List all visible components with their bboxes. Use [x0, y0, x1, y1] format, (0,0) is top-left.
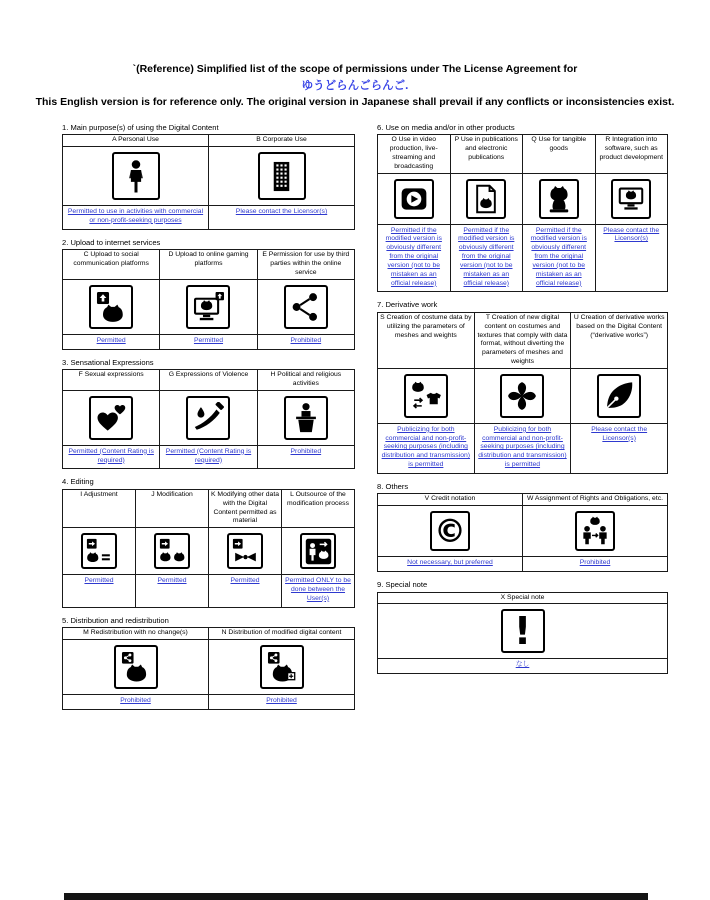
arrow-two-cats-icon	[159, 538, 186, 565]
permission-status: Permitted	[136, 575, 209, 607]
permission-status: Please contact the Licensor(s)	[209, 206, 355, 230]
permission-header: I Adjustment	[63, 489, 136, 527]
upload-cat-icon	[95, 291, 127, 323]
permission-table-distribution	[62, 627, 355, 710]
icon-frame	[300, 533, 336, 569]
permission-header: C Upload to social communication platforms	[63, 250, 160, 279]
section-title: 7. Derivative work	[377, 300, 438, 310]
section-title: 5. Distribution and redistribution	[62, 615, 169, 625]
permission-table-sensational	[62, 369, 355, 469]
content-columns	[0, 111, 710, 718]
exclamation-icon: !	[513, 609, 532, 654]
software-monitor-icon	[616, 184, 646, 214]
permission-header: G Expressions of Violence	[160, 370, 257, 391]
permission-header: Q Use for tangible goods	[523, 135, 596, 173]
icon-frame	[539, 179, 579, 219]
video-play-icon	[399, 184, 429, 214]
icon-frame	[258, 152, 306, 200]
permission-status: Not necessary, but preferred	[378, 557, 523, 572]
icon-frame	[466, 179, 506, 219]
icon-frame	[501, 609, 545, 653]
section-distribution	[62, 616, 355, 710]
permission-status: Please contact the Licensor(s)	[571, 423, 668, 473]
permission-status: Permitted (Content Rating is required)	[63, 445, 160, 469]
section-title: 1. Main purpose(s) of using the Digital Content	[62, 122, 219, 132]
section-title: 4. Editing	[62, 477, 94, 487]
permission-header: V Credit notation	[378, 494, 523, 506]
permission-table-derivative	[377, 312, 668, 474]
arrow-ribbon-icon	[232, 538, 259, 565]
icon-frame	[575, 511, 615, 551]
icon-frame	[404, 374, 448, 418]
permission-header: K Modifying other data with the Digital Content permitted as material	[209, 489, 282, 527]
person-icon	[123, 160, 149, 193]
document-disclaimer: This English version is for reference only. The original version in Japanese shall prevail if any conflicts or inconsistencies exist.	[35, 96, 675, 108]
icon-frame	[186, 396, 230, 440]
permission-header: M Redistribution with no change(s)	[63, 628, 209, 640]
section-title: 2. Upload to internet services	[62, 237, 161, 247]
icon-frame	[260, 645, 304, 689]
section-sensational	[62, 358, 355, 470]
costume-texture-icon	[506, 380, 538, 412]
icon-frame	[597, 374, 641, 418]
permission-status: Permitted (Content Rating is required)	[160, 445, 257, 469]
permission-status: Permitted if the modified version is obviously different from the original version (not to be mistaken as an official release)	[378, 224, 451, 292]
permission-header: H Political and religious activities	[257, 370, 354, 391]
costume-data-icon	[410, 380, 442, 412]
share-cat-icon	[120, 651, 152, 683]
permission-status: Permitted	[209, 575, 282, 607]
permission-header: N Distribution of modified digital content	[209, 628, 355, 640]
icon-frame	[81, 533, 117, 569]
knife-blood-icon	[192, 402, 224, 434]
section-title: 9. Special note	[377, 580, 428, 590]
permission-header: P Use in publications and electronic publications	[450, 135, 523, 173]
permission-status: Prohibited	[257, 334, 354, 349]
rights-transfer-icon	[580, 516, 610, 546]
permission-status: Permitted if the modified version is obviously different from the original version (not to be mistaken as an official release)	[523, 224, 596, 292]
icon-frame	[394, 179, 434, 219]
section-upload	[62, 238, 355, 350]
permission-header: R Integration into software, such as product development	[595, 135, 668, 173]
icon-frame	[430, 511, 470, 551]
pen-nib-icon	[603, 380, 635, 412]
permission-header: B Corporate Use	[209, 135, 355, 147]
podium-speech-icon	[290, 402, 322, 434]
permission-table-main-purpose	[62, 134, 355, 229]
icon-frame	[500, 374, 544, 418]
permission-header: A Personal Use	[63, 135, 209, 147]
permission-header: F Sexual expressions	[63, 370, 160, 391]
copyright-icon: ©	[434, 512, 466, 551]
icon-frame	[611, 179, 651, 219]
right-column	[377, 123, 668, 683]
permission-status: Prohibited	[257, 445, 354, 469]
work-name: ゆうどらんごらんご.	[301, 79, 409, 92]
icon-frame	[186, 285, 230, 329]
permission-table-others	[377, 493, 668, 572]
icon-frame	[89, 285, 133, 329]
section-derivative	[377, 300, 668, 474]
publication-cat-icon	[471, 184, 501, 214]
section-title: 6. Use on media and/or in other products	[377, 122, 515, 132]
permission-header: E Permission for use by third parties within the online service	[257, 250, 354, 279]
monitor-upload-cat-icon	[192, 291, 224, 323]
share-network-icon	[290, 291, 322, 323]
section-main-purpose	[62, 123, 355, 230]
document-title-line1: `(Reference) Simplified list of the scope of permissions under The License Agreement for	[132, 63, 578, 75]
icon-frame	[227, 533, 263, 569]
section-editing	[62, 477, 355, 607]
icon-frame	[112, 152, 160, 200]
permission-status: Prohibited	[523, 557, 668, 572]
permission-header: U Creation of derivative works based on the Digital Content (“derivative works”)	[571, 312, 668, 368]
permission-header: L Outsource of the modification process	[282, 489, 355, 527]
arrow-equal-cat-icon	[86, 538, 113, 565]
page-edge-bar	[64, 893, 648, 900]
permission-status: Permitted to use in activities with commercial or non-profit-seeking purposes	[63, 206, 209, 230]
permission-table-upload	[62, 249, 355, 349]
section-special-note	[377, 580, 668, 674]
permission-status: Permitted ONLY to be done between the User(s)	[282, 575, 355, 607]
section-title: 8. Others	[377, 481, 409, 491]
permission-header: W Assignment of Rights and Obligations, etc.	[523, 494, 668, 506]
permission-table-special-note	[377, 592, 668, 675]
hearts-icon	[95, 402, 127, 434]
icon-frame	[89, 396, 133, 440]
section-others	[377, 482, 668, 572]
permission-header: T Creation of new digital content on costumes and textures that comply with data format, without diverting the parameters of meshes and weights	[474, 312, 571, 368]
permission-table-media	[377, 134, 668, 292]
permission-header: D Upload to online gaming platforms	[160, 250, 257, 279]
permission-header: S Creation of costume data by utilizing the parameters of meshes and weights	[378, 312, 475, 368]
permission-status: Permitted	[63, 334, 160, 349]
permission-status: Prohibited	[209, 694, 355, 709]
permission-header: J Modification	[136, 489, 209, 527]
left-column	[62, 123, 355, 718]
outsource-box-icon	[305, 538, 332, 565]
permission-table-editing	[62, 489, 355, 608]
icon-frame	[284, 396, 328, 440]
permission-status: Publicizing for both commercial and non-profit-seeking purposes (including distribution and transmission) is permitted	[474, 423, 571, 473]
permission-status: Please contact the Licensor(s)	[595, 224, 668, 292]
permission-status: なし	[378, 659, 668, 674]
permission-status: Prohibited	[63, 694, 209, 709]
permission-status: Publicizing for both commercial and non-profit-seeking purposes (including distribution and transmission) is permitted	[378, 423, 475, 473]
figurine-cat-icon	[544, 184, 574, 214]
icon-frame	[284, 285, 328, 329]
share-modified-cat-icon	[266, 651, 298, 683]
icon-frame	[114, 645, 158, 689]
document-title	[33, 0, 677, 111]
permission-status: Permitted	[63, 575, 136, 607]
permission-header: X Special note	[378, 592, 668, 604]
permission-header: O Use in video production, live-streaming and broadcasting	[378, 135, 451, 173]
permission-status: Permitted	[160, 334, 257, 349]
icon-frame	[154, 533, 190, 569]
section-media-products	[377, 123, 668, 293]
permission-status: Permitted if the modified version is obviously different from the original version (not to be mistaken as an official release)	[450, 224, 523, 292]
building-icon	[265, 160, 298, 193]
section-title: 3. Sensational Expressions	[62, 357, 154, 367]
